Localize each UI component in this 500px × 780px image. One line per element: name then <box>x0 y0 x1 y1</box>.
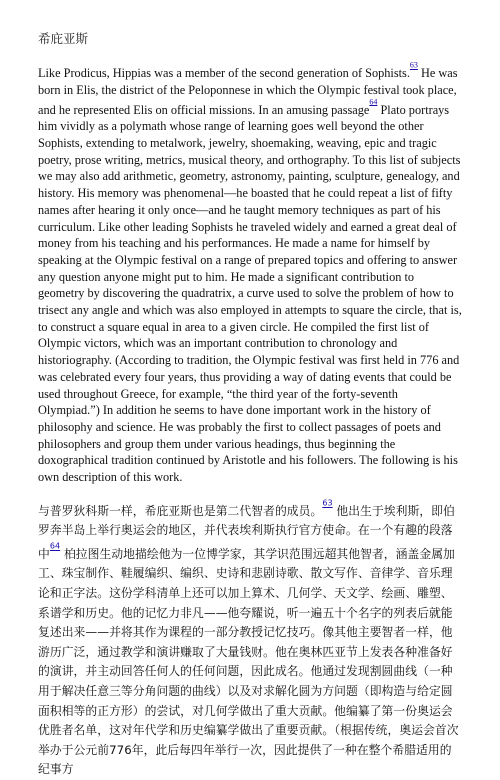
english-paragraph <box>38 62 462 486</box>
footnote-link-63-zh[interactable]: 63 <box>322 498 333 508</box>
page-title: 希庇亚斯 <box>38 31 89 46</box>
english-text-part-3: Plato portrays him vividly as a polymath whose range of learning goes well beyond the other Sophists, extending to metalwork, jewelry, shoemaking, weaving, epic and tragic poetry, prose writing, metrics, musical theory, and orthography. To this list of subjects we may also add arithmetic, geometry, astronomy, painting, sculpture, genealogy, and history. His memory was phenomenal—he boasted that he could repeat a list of fifty names after hearing it only once—and he taught memory techniques as part of his curriculum. Like other leading Sophists he traveled widely and earned a great deal of money from his teaching and his performances. He made a name for himself by speaking at the Olympic festival on a range of prepared topics and offering to answer any question anyone might put to him. He made a significant contribution to geometry by discovering the quadratrix, a curve used to solve the problem of how to trisect any angle and which was also employed in attempts to square the circle, that is, to construct a square equal in area to a given circle. He compiled the first list of Olympic victors, which was an important contribution to chronology and historiography. (According to tradition, the Olympic festival was first held in 776 and was celebrated every four years, thus providing a way of dating events that could be used throughout Greece, for example, “the third year of the forty-seventh Olympiad.”) In addition he seems to have done important work in the history of philosophy and science. He was probably the first to collect passages of poets and philosophers and group them under various headings, thus beginning the doxographical tradition continued by Aristotle and his followers. The following is his own description of this work. <box>38 102 462 485</box>
footnote-link-64-zh[interactable]: 64 <box>49 541 61 551</box>
english-text-part-1: Like Prodicus, Hippias was a member of the second generation of Sophists. <box>38 66 410 81</box>
chinese-paragraph <box>38 498 462 780</box>
footnote-ref-63-zh[interactable] <box>322 498 333 513</box>
english-text-part-2: He was born in Elis, the district of the Peloponnese in which the Olympic festival took place, and he represented Elis on official missions. In an amusing passage <box>38 66 458 117</box>
footnote-ref-64-zh[interactable] <box>49 541 61 556</box>
chinese-text-part-3: 柏拉图生动地描绘他为一位博学家，其学识范围远超其他智者，涵盖金属加工、珠宝制作、鞋履编织、编织、史诗和悲剧诗歌、散文写作、音律学、音乐理论和正字法。这份学科清单上还可以加上算术、几何学、天文学、绘画、雕塑、系谱学和历史。他的记忆力非凡——他夸耀说，听一遍五十个名字的列表后就能复述出来——并将其作为课程的一部分教授记忆技巧。像其他主要智者一样，他游历广泛，通过教学和演讲赚取了大量钱财。他在奥林匹亚节上发表各种准备好的演讲，并主动回答任何人的任何问题，因此成名。他通过发现割圆曲线（一种用于解决任意三等分角问题的曲线）以及对求解化圆为方问题（即构造与给定圆面积相等的正方形）的尝试，对几何学做出了重大贡献。他编纂了第一份奥运会优胜者名单，这对年代学和历史编纂学做出了重要贡献。（根据传统，奥运会首次举办于公元前776年，此后每四年举行一次，因此提供了一种在整个希腊适用的纪事方 <box>38 546 459 777</box>
page-content <box>38 30 462 780</box>
chinese-text-part-2: 他出生于埃利斯，即伯罗奔半岛上举行奥运会的地区，并代表埃利斯执行官方使命。在一个有趣的段落中 <box>38 503 455 561</box>
footnote-link-63[interactable]: 63 <box>409 60 418 70</box>
footnote-ref-63[interactable] <box>409 60 418 75</box>
chinese-text-part-1: 与普罗狄科斯一样，希庇亚斯也是第二代智者的成员。 <box>38 503 323 518</box>
footnote-link-64[interactable]: 64 <box>369 97 378 107</box>
